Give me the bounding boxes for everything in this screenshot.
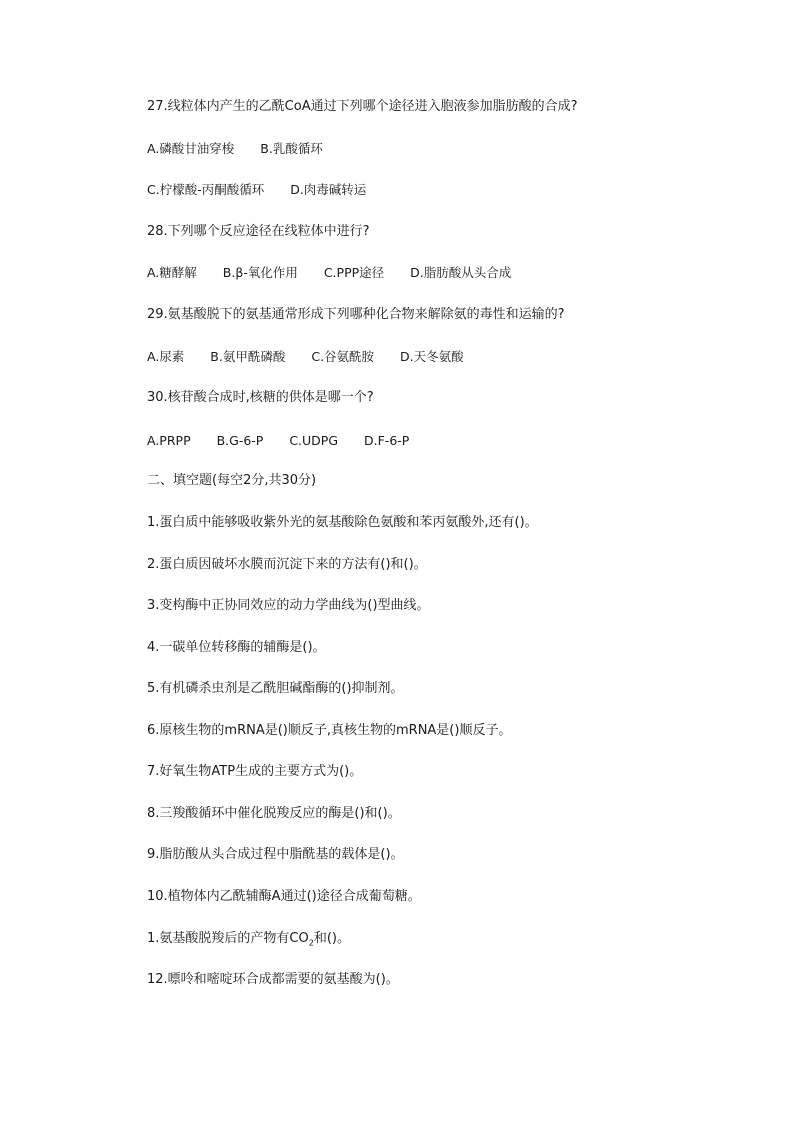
fill-item-6: 6.原核生物的mRNA是()顺反子,真核生物的mRNA是()顺反子。	[147, 723, 512, 738]
option: A.尿素	[147, 349, 185, 364]
option: B.乳酸循环	[260, 141, 323, 156]
subscript-2: 2	[308, 938, 314, 948]
fill-item-12: 12.嘌呤和嘧啶环合成都需要的氨基酸为()。	[147, 972, 399, 987]
fill-item-9: 9.脂肪酸从头合成过程中脂酰基的载体是()。	[147, 847, 404, 862]
option: D.F-6-P	[364, 433, 410, 448]
question-27-options-row2	[147, 182, 366, 198]
option: D.脂肪酸从头合成	[410, 265, 512, 280]
fill-item-2: 2.蛋白质因破坏水膜而沉淀下来的方法有()和()。	[147, 557, 427, 572]
option: C.谷氨酰胺	[311, 349, 375, 364]
fill-item-7: 7.好氧生物ATP生成的主要方式为()。	[147, 764, 363, 779]
fill-item-8: 8.三羧酸循环中催化脱羧反应的酶是()和()。	[147, 806, 401, 821]
option: D.天冬氨酸	[400, 349, 464, 364]
section-title: 二、填空题(每空2分,共30分)	[147, 473, 317, 488]
fill-item-3: 3.变构酶中正协同效应的动力学曲线为()型曲线。	[147, 598, 430, 613]
question-27-options-row1	[147, 141, 323, 157]
option: C.UDPG	[289, 433, 339, 448]
question-29-options	[147, 349, 464, 365]
fill-item-11-prefix: 1.氨基酸脱羧后的产物有CO	[147, 931, 309, 946]
fill-item-4: 4.一碳单位转移酶的辅酶是()。	[147, 640, 326, 655]
fill-item-11	[147, 931, 350, 947]
option: D.肉毒碱转运	[290, 182, 367, 197]
fill-item-1: 1.蛋白质中能够吸收紫外光的氨基酸除色氨酸和苯丙氨酸外,还有()。	[147, 515, 538, 530]
option: B.G-6-P	[216, 433, 264, 448]
option: C.柠檬酸-丙酮酸循环	[147, 182, 265, 197]
option: B.β-氧化作用	[222, 265, 298, 280]
question-27-stem: 27.线粒体内产生的乙酰CoA通过下列哪个途径进入胞液参加脂肪酸的合成?	[147, 99, 578, 114]
question-30-options	[147, 433, 409, 449]
question-28-options	[147, 265, 511, 281]
option: A.糖酵解	[147, 265, 197, 280]
question-28-stem: 28.下列哪个反应途径在线粒体中进行?	[147, 224, 370, 239]
fill-item-11-suffix: 和()。	[313, 931, 350, 946]
question-29-stem: 29.氨基酸脱下的氨基通常形成下列哪种化合物来解除氨的毒性和运输的?	[147, 307, 565, 322]
fill-item-10: 10.植物体内乙酰辅酶A通过()途径合成葡萄糖。	[147, 889, 421, 904]
option: B.氨甲酰磷酸	[210, 349, 286, 364]
option: C.PPP途径	[323, 265, 385, 280]
option: A.PRPP	[147, 433, 191, 448]
fill-item-5: 5.有机磷杀虫剂是乙酰胆碱酯酶的()抑制剂。	[147, 681, 404, 696]
question-30-stem: 30.核苷酸合成时,核糖的供体是哪一个?	[147, 390, 374, 405]
option: A.磷酸甘油穿梭	[147, 141, 235, 156]
